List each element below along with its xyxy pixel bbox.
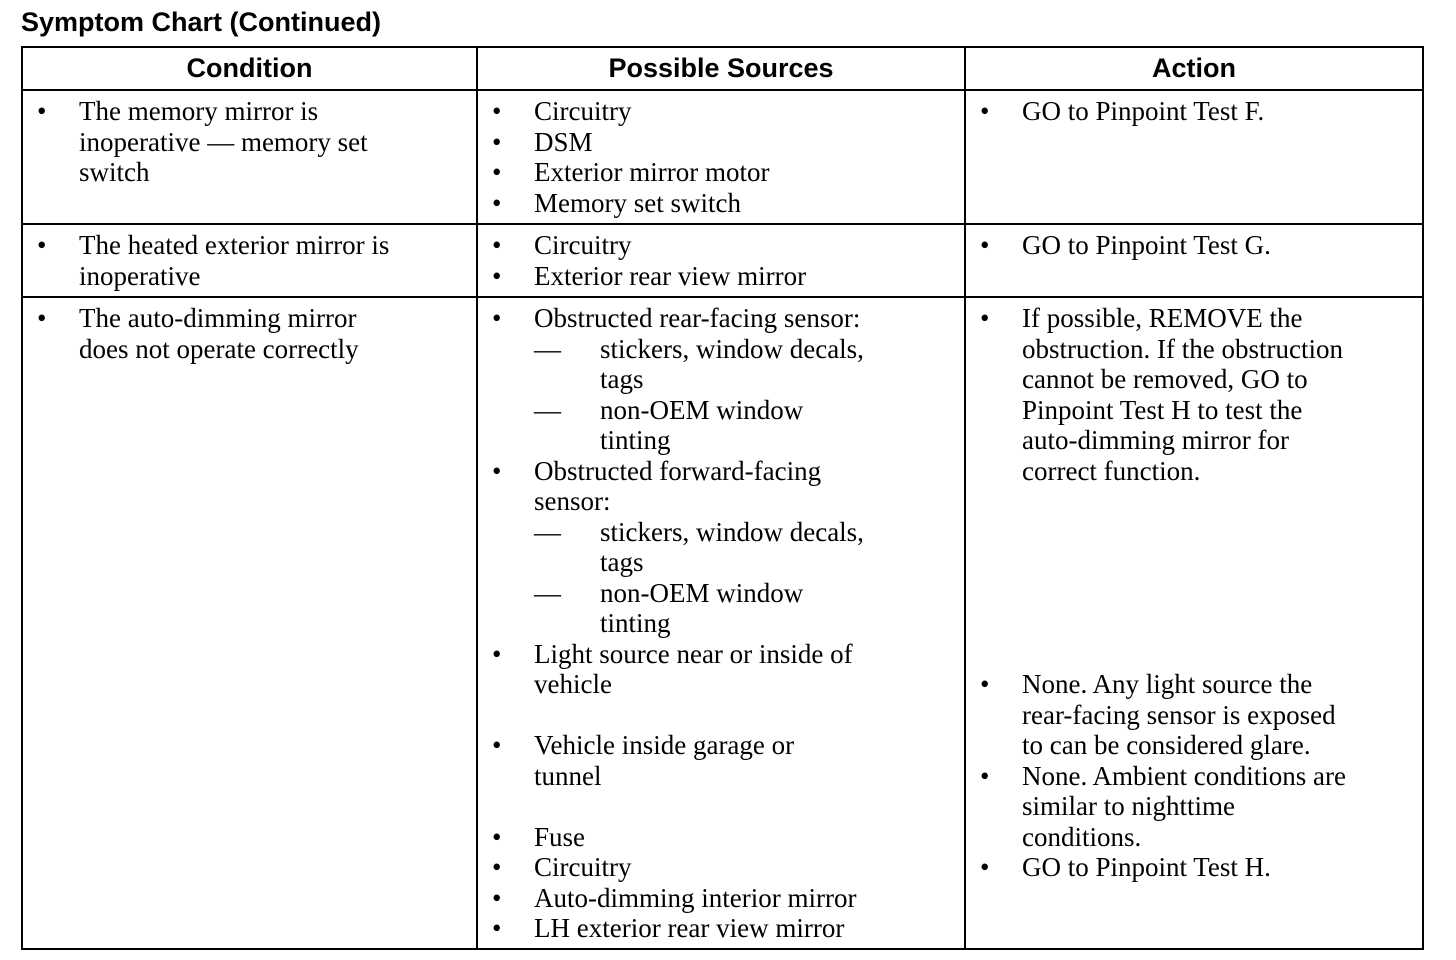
bullet-icon: • <box>492 157 502 187</box>
bullet-icon: • <box>492 730 502 760</box>
list-item <box>980 761 1414 853</box>
list-item <box>492 822 956 853</box>
list-item <box>37 230 468 291</box>
source-text: Auto-dimming interior mirror <box>534 882 857 913</box>
dash-icon: — <box>534 516 561 547</box>
sub-list-item <box>534 334 956 395</box>
sources-cell <box>477 224 965 297</box>
table-row <box>22 90 1423 224</box>
bullet-icon: • <box>492 187 502 218</box>
bullet-icon: • <box>492 882 502 913</box>
list-item <box>980 852 1414 883</box>
action-text: auto-dimming mirror for <box>1022 425 1289 455</box>
bullet-icon: • <box>492 852 502 882</box>
dash-icon: — <box>534 394 561 425</box>
source-text: Light source near or inside of <box>534 638 853 669</box>
source-text: Circuitry <box>534 852 632 882</box>
dash-icon: — <box>534 333 561 364</box>
sub-source-text: tags <box>600 547 644 577</box>
header-action: Action <box>965 47 1423 90</box>
table-row <box>22 297 1423 949</box>
action-text: to can be considered glare. <box>1022 730 1311 760</box>
bullet-icon: • <box>492 303 502 333</box>
bullet-icon: • <box>980 303 990 333</box>
bullet-icon: • <box>492 96 502 126</box>
action-text: GO to Pinpoint Test G. <box>1022 230 1271 260</box>
action-text: rear-facing sensor is exposed <box>1022 699 1336 730</box>
bullet-icon: • <box>980 760 990 791</box>
source-text: Obstructed forward-facing <box>534 455 822 486</box>
sub-source-text: non-OEM window <box>600 577 804 608</box>
sources-cell <box>477 297 965 949</box>
header-row <box>22 47 1423 90</box>
list-item <box>980 669 1414 761</box>
action-text: obstruction. If the obstruction <box>1022 333 1343 364</box>
list-item <box>492 127 956 158</box>
source-text: Exterior rear view mirror <box>534 260 807 291</box>
action-cell <box>965 297 1423 949</box>
condition-line: The auto-dimming mirror <box>79 303 357 333</box>
bullet-icon: • <box>980 96 990 126</box>
header-possible-sources: Possible Sources <box>477 47 965 90</box>
list-item <box>492 188 956 219</box>
source-text: Circuitry <box>534 230 632 260</box>
condition-line: inoperative — memory set <box>79 126 368 157</box>
bullet-icon: • <box>37 230 47 260</box>
chart-title: Symptom Chart (Continued) <box>21 7 381 37</box>
table-row <box>22 224 1423 297</box>
dash-icon: — <box>534 577 561 608</box>
source-text: vehicle <box>534 669 612 699</box>
action-text: conditions. <box>1022 821 1142 852</box>
bullet-icon: • <box>492 126 502 157</box>
list-item <box>492 230 956 261</box>
list-item <box>492 883 956 914</box>
bullet-icon: • <box>980 852 990 882</box>
condition-line: The memory mirror is <box>79 96 319 126</box>
action-text: None. Any light source the <box>1022 669 1313 699</box>
action-cell <box>965 90 1423 224</box>
source-text: Fuse <box>534 821 586 852</box>
condition-line: The heated exterior mirror is <box>79 230 390 260</box>
action-text: None. Ambient conditions are <box>1022 760 1346 791</box>
sub-source-text: stickers, window decals, <box>600 333 864 364</box>
source-text: Memory set switch <box>534 187 741 218</box>
bullet-icon: • <box>980 669 990 699</box>
list-item <box>492 456 956 639</box>
sub-source-text: tinting <box>600 608 671 638</box>
sub-list-item <box>534 517 956 578</box>
bullet-icon: • <box>492 230 502 260</box>
action-text: If possible, REMOVE the <box>1022 303 1303 333</box>
list-item <box>492 157 956 188</box>
list-item <box>37 96 468 188</box>
symptom-chart-table <box>21 46 1424 950</box>
condition-line: does not operate correctly <box>79 333 359 364</box>
condition-line: inoperative <box>79 260 201 291</box>
bullet-icon: • <box>492 821 502 852</box>
bullet-icon: • <box>492 638 502 669</box>
action-text: cannot be removed, GO to <box>1022 364 1308 394</box>
action-cell <box>965 224 1423 297</box>
condition-line: switch <box>79 157 150 187</box>
source-text: Vehicle inside garage or <box>534 730 795 760</box>
sub-list-item <box>534 395 956 456</box>
source-text: sensor: <box>534 486 611 516</box>
list-item <box>492 261 956 292</box>
source-text: LH exterior rear view mirror <box>534 913 845 943</box>
list-item <box>492 303 956 456</box>
action-text: GO to Pinpoint Test H. <box>1022 852 1271 882</box>
list-item <box>980 96 1414 127</box>
source-text: Circuitry <box>534 96 632 126</box>
list-item <box>980 230 1414 261</box>
list-item <box>492 852 956 883</box>
list-item <box>37 303 468 364</box>
header-condition: Condition <box>22 47 477 90</box>
action-text: similar to nighttime <box>1022 791 1235 821</box>
bullet-icon: • <box>37 96 47 126</box>
bullet-icon: • <box>492 260 502 291</box>
sub-list-item <box>534 578 956 639</box>
action-text: correct function. <box>1022 455 1201 486</box>
list-item <box>492 639 956 700</box>
source-text: Obstructed rear-facing sensor: <box>534 303 861 333</box>
sub-source-text: tags <box>600 364 644 394</box>
condition-cell <box>22 90 477 224</box>
sources-cell <box>477 90 965 224</box>
source-text: Exterior mirror motor <box>534 157 770 187</box>
source-text: DSM <box>534 126 593 157</box>
action-text: Pinpoint Test H to test the <box>1022 394 1303 425</box>
condition-cell <box>22 297 477 949</box>
list-item <box>492 96 956 127</box>
source-text: tunnel <box>534 760 602 791</box>
bullet-icon: • <box>492 455 502 486</box>
list-item <box>492 913 956 944</box>
sub-source-text: stickers, window decals, <box>600 516 864 547</box>
sub-source-text: tinting <box>600 425 671 455</box>
list-item <box>492 730 956 791</box>
action-text: GO to Pinpoint Test F. <box>1022 96 1265 126</box>
list-item <box>980 303 1414 486</box>
bullet-icon: • <box>492 913 502 943</box>
bullet-icon: • <box>980 230 990 260</box>
condition-cell <box>22 224 477 297</box>
bullet-icon: • <box>37 303 47 333</box>
sub-source-text: non-OEM window <box>600 394 804 425</box>
